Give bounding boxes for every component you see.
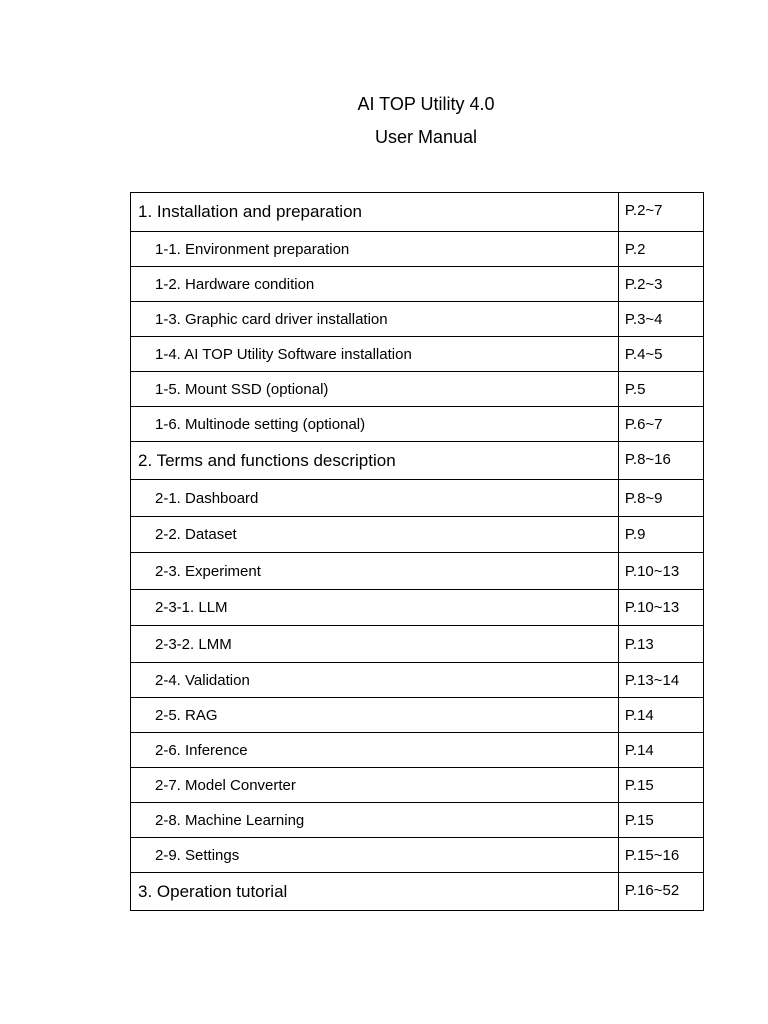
toc-entry-pages: P.8~16 <box>618 442 703 480</box>
toc-entry-pages: P.6~7 <box>618 407 703 442</box>
toc-entry-pages: P.3~4 <box>618 302 703 337</box>
toc-entry-title: 1-1. Environment preparation <box>131 232 619 267</box>
toc-entry-title: 3. Operation tutorial <box>131 873 619 911</box>
toc-row <box>131 337 704 372</box>
table-of-contents <box>130 192 704 911</box>
toc-row <box>131 267 704 302</box>
toc-entry-pages: P.4~5 <box>618 337 703 372</box>
toc-entry-title: 2-2. Dataset <box>131 517 619 553</box>
toc-entry-title: 1-5. Mount SSD (optional) <box>131 372 619 407</box>
toc-entry-pages: P.2~7 <box>618 193 703 232</box>
toc-entry-pages: P.10~13 <box>618 590 703 626</box>
toc-entry-pages: P.13~14 <box>618 663 703 698</box>
toc-entry-title: 1. Installation and preparation <box>131 193 619 232</box>
toc-entry-title: 2. Terms and functions description <box>131 442 619 480</box>
toc-entry-title: 2-8. Machine Learning <box>131 803 619 838</box>
toc-entry-title: 2-4. Validation <box>131 663 619 698</box>
toc-row-section <box>131 193 704 232</box>
toc-row <box>131 626 704 663</box>
toc-row <box>131 803 704 838</box>
toc-entry-pages: P.2~3 <box>618 267 703 302</box>
toc-row <box>131 232 704 267</box>
toc-entry-title: 1-4. AI TOP Utility Software installation <box>131 337 619 372</box>
toc-entry-title: 1-2. Hardware condition <box>131 267 619 302</box>
toc-entry-pages: P.9 <box>618 517 703 553</box>
toc-entry-pages: P.10~13 <box>618 553 703 590</box>
toc-body <box>131 193 704 911</box>
document-subtitle: User Manual <box>374 127 478 147</box>
toc-row <box>131 768 704 803</box>
toc-entry-title: 2-3. Experiment <box>131 553 619 590</box>
toc-entry-title: 2-3-2. LMM <box>131 626 619 663</box>
toc-row <box>131 517 704 553</box>
toc-entry-pages: P.8~9 <box>618 480 703 517</box>
toc-row <box>131 480 704 517</box>
document-title: AI TOP Utility 4.0 <box>357 94 495 114</box>
toc-entry-title: 2-1. Dashboard <box>131 480 619 517</box>
toc-row <box>131 372 704 407</box>
toc-row <box>131 302 704 337</box>
toc-row <box>131 733 704 768</box>
toc-entry-title: 2-9. Settings <box>131 838 619 873</box>
toc-entry-title: 2-3-1. LLM <box>131 590 619 626</box>
toc-entry-title: 2-5. RAG <box>131 698 619 733</box>
toc-entry-pages: P.14 <box>618 733 703 768</box>
toc-entry-title: 2-7. Model Converter <box>131 768 619 803</box>
toc-entry-title: 1-3. Graphic card driver installation <box>131 302 619 337</box>
toc-row <box>131 407 704 442</box>
toc-row <box>131 553 704 590</box>
toc-entry-pages: P.16~52 <box>618 873 703 911</box>
toc-entry-pages: P.15 <box>618 803 703 838</box>
toc-row <box>131 698 704 733</box>
toc-entry-pages: P.14 <box>618 698 703 733</box>
toc-entry-title: 2-6. Inference <box>131 733 619 768</box>
toc-entry-pages: P.15~16 <box>618 838 703 873</box>
toc-entry-title: 1-6. Multinode setting (optional) <box>131 407 619 442</box>
toc-entry-pages: P.5 <box>618 372 703 407</box>
toc-row <box>131 663 704 698</box>
toc-row-section <box>131 442 704 480</box>
toc-row-section <box>131 873 704 911</box>
toc-entry-pages: P.2 <box>618 232 703 267</box>
toc-row <box>131 838 704 873</box>
toc-entry-pages: P.13 <box>618 626 703 663</box>
toc-row <box>131 590 704 626</box>
toc-entry-pages: P.15 <box>618 768 703 803</box>
